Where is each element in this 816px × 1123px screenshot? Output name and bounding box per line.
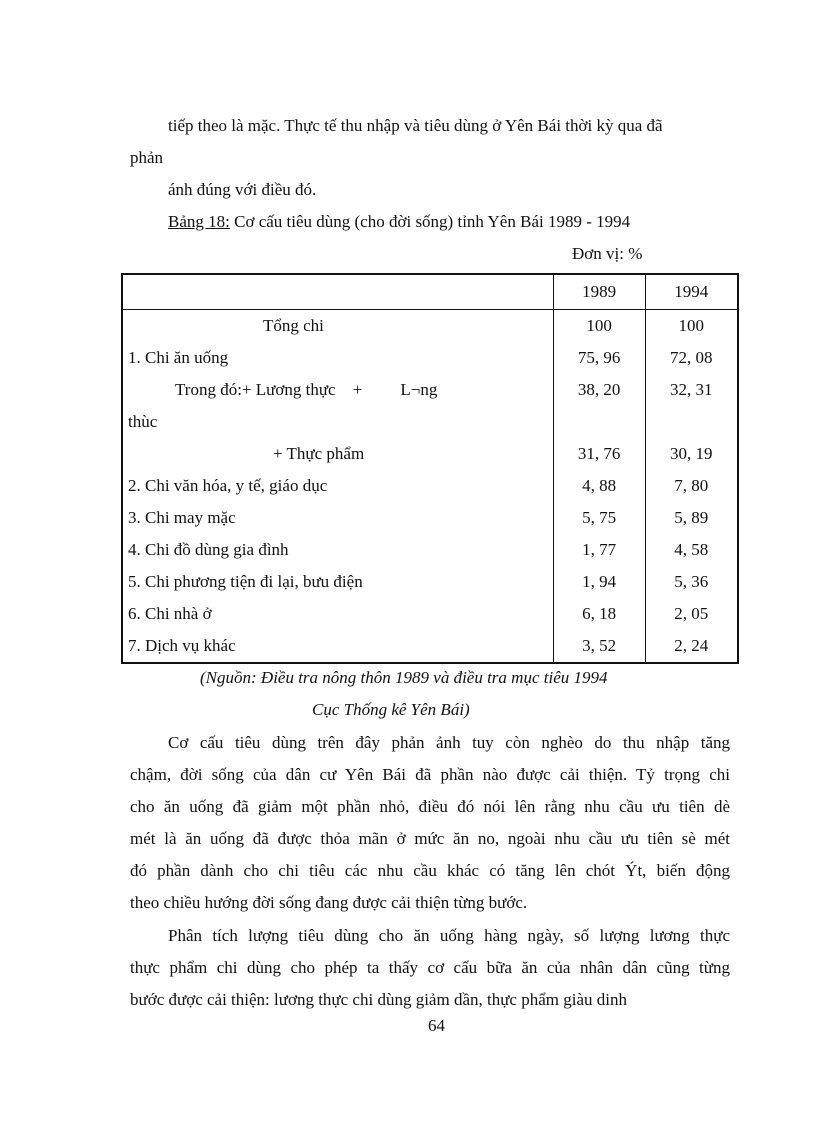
paragraph-1-line-1: Cơ cấu tiêu dùng trên đây phản ảnh tuy còn nghèo do thu nhập tăng [168, 733, 730, 752]
row-value-1994: 4, 58 [645, 534, 738, 566]
table-row [122, 566, 738, 598]
table-header-row [122, 274, 738, 310]
table-row [122, 438, 738, 470]
row-label: 6. Chi nhà ở [128, 604, 212, 623]
table-row [122, 374, 738, 406]
row-label: thùc [128, 412, 158, 431]
row-label: Trong đó:+ Lương thực + L¬ng [175, 380, 438, 399]
table-row [122, 598, 738, 630]
table-row [122, 342, 738, 374]
intro-line-2: phản [130, 148, 164, 167]
row-label: 1. Chi ăn uống [128, 348, 229, 367]
row-label: 3. Chi may mặc [128, 508, 236, 527]
row-value-1989: 31, 76 [553, 438, 645, 470]
table-header-label [122, 274, 553, 310]
row-value-1989 [553, 406, 645, 438]
row-label: + Thực phẩm [273, 444, 365, 463]
table-caption-label: Bảng 18: [168, 212, 230, 231]
row-value-1989: 3, 52 [553, 630, 645, 663]
source-note-line-2: Cục Thống kê Yên Bái) [312, 700, 470, 719]
intro-line-1: tiếp theo là mặc. Thực tế thu nhập và tiêu dùng ở Yên Bái thời kỳ qua đã [168, 116, 663, 135]
consumption-structure-table [121, 273, 739, 664]
row-value-1994: 2, 24 [645, 630, 738, 663]
row-label: Tổng chi [263, 316, 324, 335]
row-value-1994: 30, 19 [645, 438, 738, 470]
table-caption [168, 212, 630, 232]
row-value-1989: 5, 75 [553, 502, 645, 534]
paragraph-1-line-6: theo chiều hướng đời sống đang được cải thiện từng bước. [130, 893, 528, 912]
table-unit: Đơn vị: % [572, 244, 643, 263]
paragraph-1-line-2: chậm, đời sống của dân cư Yên Bái đã phần nào được cải thiện. Tỷ trọng chi [130, 765, 730, 784]
row-value-1994: 7, 80 [645, 470, 738, 502]
row-label: 4. Chi đồ dùng gia đình [128, 540, 289, 559]
paragraph-1-line-5: đó phần dành cho chi tiêu các nhu cầu khác có tăng lên chót Ýt, biến động [130, 861, 730, 880]
row-value-1994: 32, 31 [645, 374, 738, 406]
table-header-1989: 1989 [553, 274, 645, 310]
row-value-1989: 38, 20 [553, 374, 645, 406]
row-value-1989: 6, 18 [553, 598, 645, 630]
table-row [122, 534, 738, 566]
table-row [122, 502, 738, 534]
row-value-1989: 100 [553, 310, 645, 343]
table-caption-title: Cơ cấu tiêu dùng (cho đời sống) tỉnh Yên Bái 1989 - 1994 [229, 212, 631, 231]
row-label: 2. Chi văn hóa, y tế, giáo dục [128, 476, 328, 495]
table-row [122, 310, 738, 343]
intro-line-3: ánh đúng với điều đó. [168, 180, 317, 199]
row-label: 7. Dịch vụ khác [128, 636, 236, 655]
table-row [122, 630, 738, 663]
row-value-1994: 5, 89 [645, 502, 738, 534]
row-value-1989: 4, 88 [553, 470, 645, 502]
table-row [122, 406, 738, 438]
table-header-1994: 1994 [645, 274, 738, 310]
table-row [122, 470, 738, 502]
row-value-1989: 1, 77 [553, 534, 645, 566]
row-value-1994: 100 [645, 310, 738, 343]
row-label: 5. Chi phương tiện đi lại, bưu điện [128, 572, 363, 591]
row-value-1994 [645, 406, 738, 438]
row-value-1989: 1, 94 [553, 566, 645, 598]
paragraph-2-line-3: bước được cải thiện: lương thực chi dùng giảm dần, thực phẩm giàu dinh [130, 990, 627, 1009]
paragraph-2-line-2: thực phẩm chi dùng cho phép ta thấy cơ cấu bữa ăn của nhân dân cũng từng [130, 958, 730, 977]
paragraph-1-line-3: cho ăn uống đã giảm một phần nhỏ, điều đó nói lên rằng nhu cầu ưu tiên dè [130, 797, 730, 816]
row-value-1994: 2, 05 [645, 598, 738, 630]
row-value-1989: 75, 96 [553, 342, 645, 374]
source-note-line-1: (Nguồn: Điều tra nông thôn 1989 và điều tra mục tiêu 1994 [200, 668, 608, 687]
row-value-1994: 5, 36 [645, 566, 738, 598]
paragraph-2-line-1: Phân tích lượng tiêu dùng cho ăn uống hàng ngày, số lượng lương thực [168, 926, 730, 945]
row-value-1994: 72, 08 [645, 342, 738, 374]
page-number: 64 [428, 1016, 445, 1035]
paragraph-1-line-4: mét là ăn uống đã được thỏa mãn ở mức ăn no, ngoài nhu cầu ưu tiên sè mét [130, 829, 730, 848]
